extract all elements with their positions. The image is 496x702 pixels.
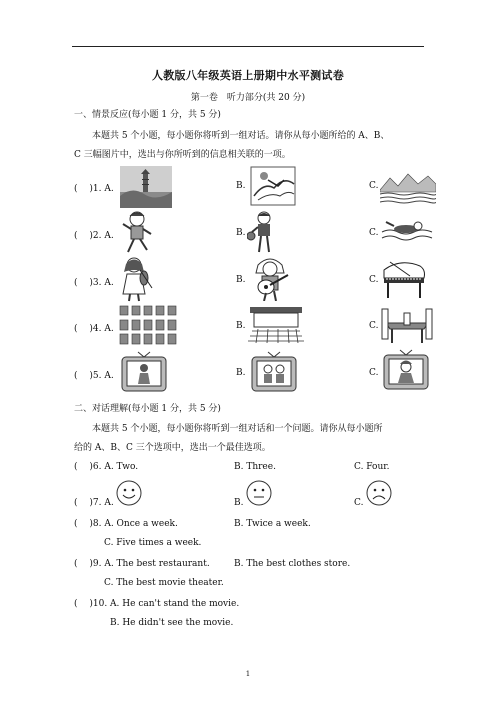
q2-label: ( )2. A. bbox=[74, 231, 114, 241]
part-heading: 第一卷 听力部分(共 20 分) bbox=[190, 93, 306, 103]
q8-option-a: ( )8. A. Once a week. bbox=[74, 519, 178, 529]
q4-b-label: B. bbox=[236, 321, 246, 331]
q2-b-picture bbox=[247, 210, 277, 254]
q5-c-label: C. bbox=[369, 368, 379, 378]
q5-b-label: B. bbox=[236, 368, 246, 378]
q5-c-picture bbox=[382, 349, 430, 393]
q1-a-picture bbox=[120, 166, 172, 208]
q7-b-neutral-face-icon bbox=[246, 480, 272, 506]
section1-heading: 一、情景反应(每小题 1 分，共 5 分) bbox=[74, 110, 221, 120]
q10-option-a: ( )10. A. He can't stand the movie. bbox=[74, 599, 240, 609]
q7-option-c: C. bbox=[354, 498, 364, 508]
q1-b-picture bbox=[250, 166, 296, 206]
q6-option-c: C. Four. bbox=[354, 462, 390, 472]
q6-option-b: B. Three. bbox=[234, 462, 276, 472]
q4-b-picture bbox=[248, 305, 304, 345]
q1-c-label: C. bbox=[369, 181, 379, 191]
q8-option-b: B. Twice a week. bbox=[234, 519, 311, 529]
q5-a-picture bbox=[120, 351, 168, 393]
q5-b-picture bbox=[250, 351, 298, 393]
q4-c-picture bbox=[380, 305, 434, 345]
q2-b-label: B. bbox=[236, 228, 246, 238]
section1-instruction-1: 本题共 5 个小题，每小题你将听到一组对话。请你从每小题所给的 A、B、 bbox=[92, 131, 390, 141]
q3-c-label: C. bbox=[369, 275, 379, 285]
section2-instruction-2: 给的 A、B、C 三个选项中，选出一个最佳选项。 bbox=[74, 443, 271, 453]
q4-a-picture bbox=[118, 304, 178, 346]
q7-c-sad-face-icon bbox=[366, 480, 392, 506]
q3-c-picture bbox=[380, 256, 428, 300]
q1-label: ( )1. A. bbox=[74, 184, 114, 194]
page-number: 1 bbox=[245, 670, 251, 678]
q9-option-c: C. The best movie theater. bbox=[104, 578, 224, 588]
q7-a-happy-face-icon bbox=[116, 480, 142, 506]
q2-c-label: C. bbox=[369, 228, 379, 238]
section1-instruction-2: C 三幅图片中，选出与你所听到的信息相关联的一项。 bbox=[74, 150, 291, 160]
q3-b-picture bbox=[250, 255, 292, 301]
q9-option-a: ( )9. A. The best restaurant. bbox=[74, 559, 210, 569]
q4-label: ( )4. A. bbox=[74, 324, 114, 334]
header-rule bbox=[72, 46, 424, 47]
q1-c-picture bbox=[380, 168, 436, 206]
section2-heading: 二、对话理解(每小题 1 分，共 5 分) bbox=[74, 404, 221, 414]
q7-label: ( )7. A. bbox=[74, 498, 114, 508]
q3-b-label: B. bbox=[236, 275, 246, 285]
q6-option-a: ( )6. A. Two. bbox=[74, 462, 139, 472]
q2-a-picture bbox=[120, 210, 154, 254]
q4-c-label: C. bbox=[369, 321, 379, 331]
q10-option-b: B. He didn't see the movie. bbox=[110, 618, 234, 628]
q2-c-picture bbox=[380, 214, 434, 246]
q5-label: ( )5. A. bbox=[74, 371, 114, 381]
q3-label: ( )3. A. bbox=[74, 278, 114, 288]
q3-a-picture bbox=[118, 256, 154, 302]
section2-instruction-1: 本题共 5 个小题，每小题你将听到一组对话和一个问题。请你从每小题所 bbox=[92, 424, 383, 434]
q7-option-b: B. bbox=[234, 498, 244, 508]
q8-option-c: C. Five times a week. bbox=[104, 538, 202, 548]
q1-b-label: B. bbox=[236, 181, 246, 191]
q9-option-b: B. The best clothes store. bbox=[234, 559, 351, 569]
page-title: 人教版八年级英语上册期中水平测试卷 bbox=[151, 69, 345, 82]
